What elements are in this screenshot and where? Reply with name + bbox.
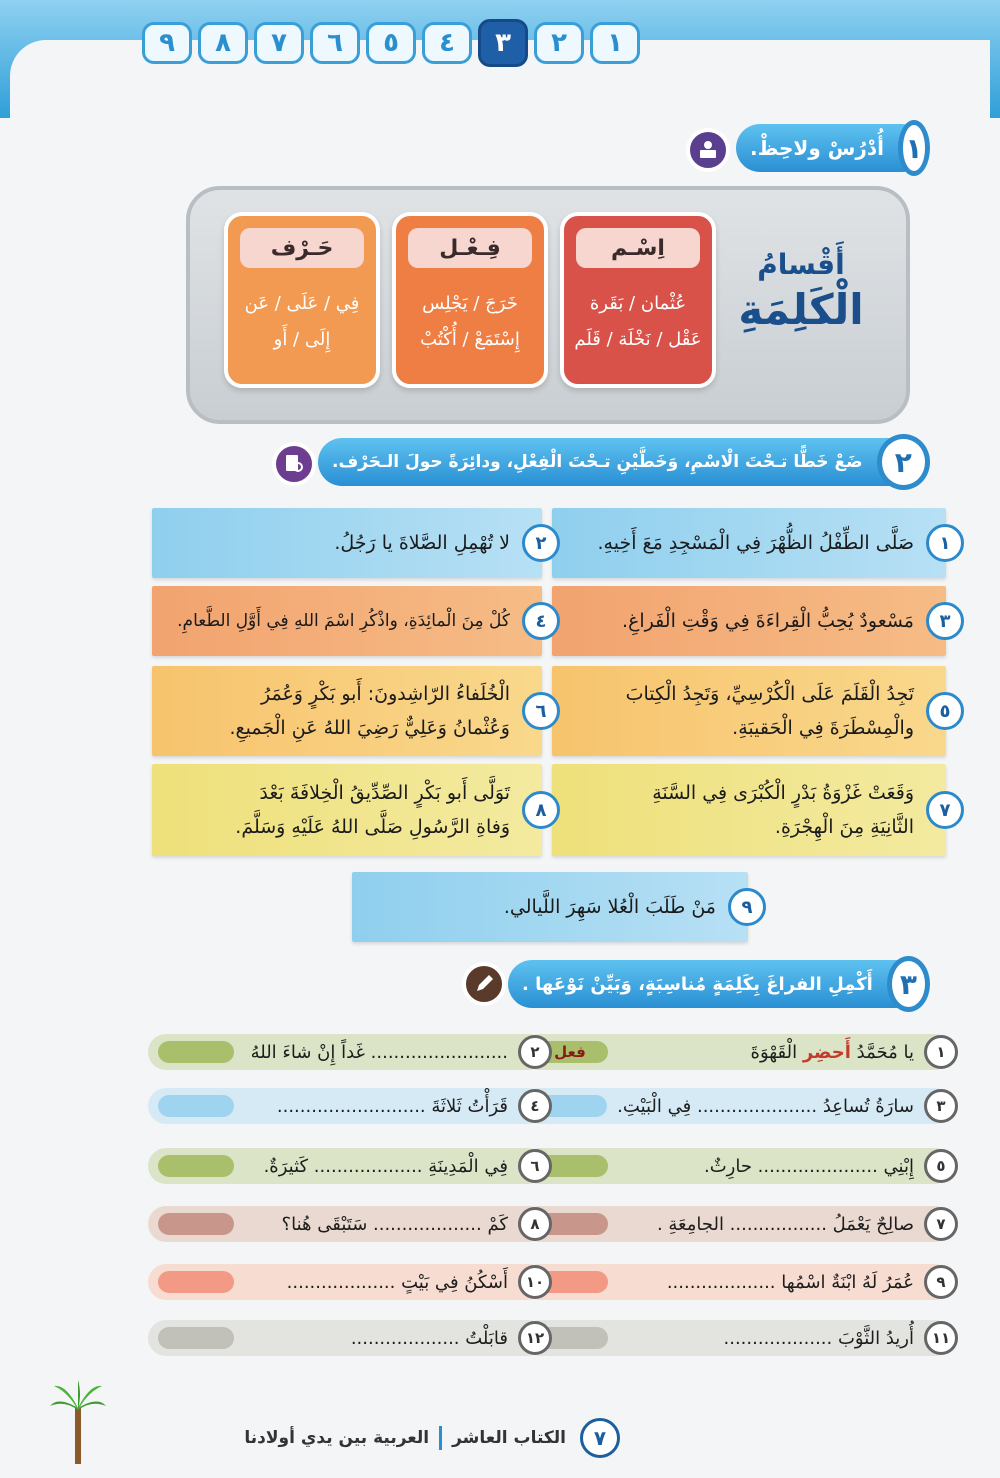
word-types-panel (186, 186, 910, 424)
exercise-item-5: ٥ تَجِدُ الْقَلَمَ عَلَى الْكُرْسِيِّ، وَتَجِدُ الْكِتابَ والْمِسْطَرَةَ فِي الْحَقيبَةِ. (552, 666, 946, 756)
palm-tree-icon (48, 1378, 108, 1468)
section3-header (508, 960, 926, 1008)
section3-number: ٣ (887, 956, 930, 1012)
fill-item-9: ٩ عُمَرُ لَهُ ابْنَةٌ اسْمُها ................... (522, 1264, 952, 1300)
harf-card (224, 212, 380, 388)
fill-item-4: ٤ قَرَأْتُ ثَلاثَةَ .......................... (148, 1088, 546, 1124)
ism-label: اِسْـم (576, 228, 700, 268)
exercise-item-3: ٣ مَسْعودٌ يُحِبُّ الْقِراءَةَ فِي وَقْتِ الْفَراغِ. (552, 586, 946, 656)
fill-item-7: ٧ صالِحٌ يَعْمَلُ ................. الجامِعَةِ . (522, 1206, 952, 1242)
harf-label: حَـرْف (240, 228, 364, 268)
page-footer (100, 1418, 620, 1458)
fill-type-4[interactable] (158, 1095, 234, 1117)
fill-item-10: ١٠ أَسْكُنُ فِي بَيْتٍ ................... (148, 1264, 546, 1300)
ism-card (560, 212, 716, 388)
exercise-item-4: ٤ كُلْ مِنَ الْمائِدَةِ، واذْكُرِ اسْمَ اللهِ فِي أَوَّلِ الطَّعامِ. (152, 586, 542, 656)
book-part: الكتاب العاشر (452, 1428, 566, 1448)
page-number: ٧ (580, 1418, 620, 1458)
fill-type-12[interactable] (158, 1327, 234, 1349)
fill-type-8[interactable] (158, 1213, 234, 1235)
section1-header (736, 124, 926, 172)
fill-type-6[interactable] (158, 1155, 234, 1177)
footer-separator (439, 1426, 442, 1450)
section2-title: ضَعْ خَطًّا تـحْتَ الْاسْمِ، وَخَطَّيْنِ تـحْتَ الْفِعْلِ، ودائِرَةً حولَ الـحَرْف. (332, 452, 863, 472)
fill-blank-2[interactable]: ........................ غَداً إِنْ شاءَ اللهُ (250, 1041, 508, 1063)
fill-item-1: ١ يا مُحَمَّدُ أَحضِر الْقَهْوَةَ فعل (522, 1034, 952, 1070)
series-title: العربية بين يدي أولادنا (244, 1428, 430, 1448)
fill-answer-1[interactable]: أَحضِر (802, 1041, 851, 1063)
lesson-tab-2[interactable]: ٢ (534, 22, 584, 64)
fill-item-8: ٨ كَمْ ................... سَتَبْقَى هُنا؟ (148, 1206, 546, 1242)
reading-icon (686, 128, 730, 172)
exercise-item-2: ٢ لا تُهْمِلِ الصَّلاةَ يا رَجُلُ. (152, 508, 542, 578)
lesson-tab-7[interactable]: ٧ (254, 22, 304, 64)
exercise-item-9: ٩ مَنْ طَلَبَ الْعُلا سَهِرَ اللَّيالي. (352, 872, 748, 942)
section2-number: ٢ (877, 434, 931, 490)
fill-item-2: ٢ ........................ غَداً إِنْ شاءَ اللهُ (148, 1034, 546, 1070)
exercise-item-6: ٦ الْخُلَفاءُ الرّاشِدونَ: أَبو بَكْرٍ وَعُمَرُ وَعُثْمانُ وَعَلِيٌّ رَضِيَ اللهُ عَنِ الْجَميعِ. (152, 666, 542, 756)
fill-item-11: ١١ أُريدُ الثَّوْبَ ................... (522, 1320, 952, 1356)
magnifier-document-icon (272, 442, 316, 486)
fill-item-5: ٥ إِبْنِي ..................... حارِثٌ. (522, 1148, 952, 1184)
section2-header (318, 438, 926, 486)
fil-label: فِـعْـل (408, 228, 532, 268)
section1-number: ١ (898, 120, 930, 176)
pen-icon (462, 962, 506, 1006)
fil-card (392, 212, 548, 388)
lesson-tab-6[interactable]: ٦ (310, 22, 360, 64)
word-types-title: أَقْسامُ الْكَلِمَةِ (738, 248, 864, 334)
fill-type-10[interactable] (158, 1271, 234, 1293)
section3-title: أَكْمِلِ الفراغَ بِكَلِمَةٍ مُناسِبَةٍ، وَبَيِّنْ نَوْعَها . (522, 973, 873, 995)
lesson-tab-8[interactable]: ٨ (198, 22, 248, 64)
fill-type-2[interactable] (158, 1041, 234, 1063)
lesson-tab-1[interactable]: ١ (590, 22, 640, 64)
lesson-pagination (142, 22, 640, 67)
fill-item-6: ٦ فِي الْمَدِينَةِ ................... كَثيرَةٌ. (148, 1148, 546, 1184)
exercise-item-1: ١ صَلَّى الطِّفْلُ الظُّهْرَ فِي الْمَسْجِدِ مَعَ أَخِيهِ. (552, 508, 946, 578)
exercise-item-8: ٨ تَوَلَّى أَبو بَكْرٍ الصِّدِّيقُ الْخِلافَةَ بَعْدَ وَفاةِ الرَّسُولِ صَلَّى اللهُ عَلَيْهِ وَسَلَّمَ. (152, 764, 542, 856)
fil-examples: خَرَجَ / يَجْلِس إِسْتَمَعْ / أُكْتُبْ (420, 293, 520, 350)
lesson-tab-5[interactable]: ٥ (366, 22, 416, 64)
exercise-item-7: ٧ وَقَعَتْ غَزْوَةُ بَدْرٍ الْكُبْرَى فِي السَّنَةِ الثَّانِيَةِ مِنَ الْهِجْرَةِ. (552, 764, 946, 856)
fill-item-3: ٣ سارَةُ تُساعِدُ ..................... فِي الْبَيْتِ. (522, 1088, 952, 1124)
harf-examples: فِي / عَلَى / عَن إِلَى / أَو (244, 293, 360, 350)
lesson-tab-3-active[interactable]: ٣ (478, 19, 528, 67)
fill-item-12: ١٢ قابَلْتُ ................... (148, 1320, 546, 1356)
lesson-tab-9[interactable]: ٩ (142, 22, 192, 64)
fill-type-1[interactable]: فعل (532, 1041, 608, 1063)
section1-title: أُدْرُسْ ولاحِظْ. (750, 136, 884, 160)
lesson-tab-4[interactable]: ٤ (422, 22, 472, 64)
ism-examples: عُثْمان / بَقَرة عَقْل / نَخْلَة / قَلَم (574, 293, 702, 350)
